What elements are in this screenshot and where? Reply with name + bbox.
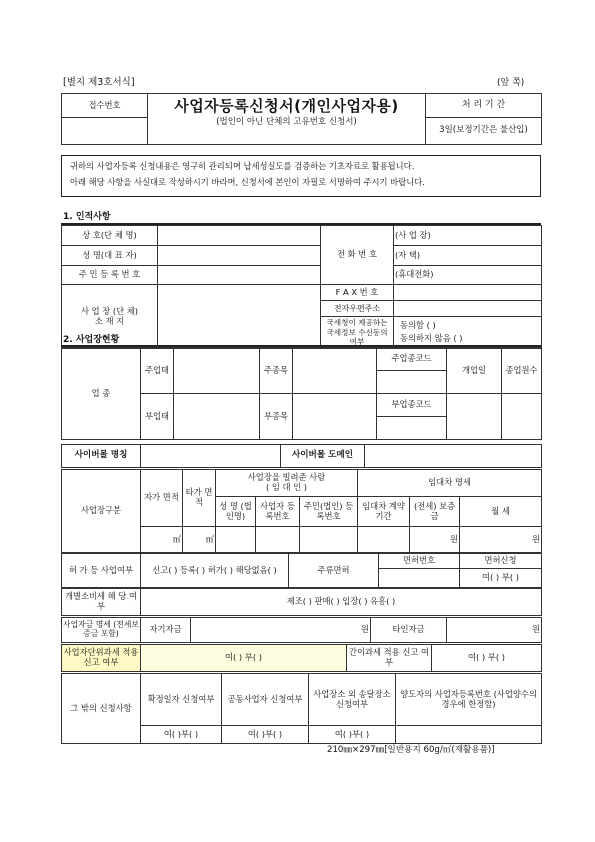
address-label: 사 업 장 (단 체) 소 재 지 xyxy=(62,285,158,349)
open-date-label: 개업일 xyxy=(447,348,502,394)
receipt-label: 접수번호 xyxy=(62,94,148,118)
phone-mobile[interactable]: (휴대전화) xyxy=(394,266,542,285)
cyber-mall-table xyxy=(61,444,542,468)
lessor-regno-field[interactable] xyxy=(300,527,358,553)
consent-options[interactable]: 동의함 ( ) 동의하지 않음 ( ) xyxy=(394,317,542,349)
permit-options[interactable]: 신고( ) 등록( ) 허가( ) 해당없음( ) xyxy=(141,554,289,588)
sub-item-label: 부종목 xyxy=(260,394,293,440)
lease-detail-label: 임대차 명세 xyxy=(358,470,542,497)
license-no-label: 면허번호 xyxy=(379,554,460,569)
sub-code-label: 부업종코드 xyxy=(377,394,447,417)
fixed-date-label: 확정일자 신청여부 xyxy=(141,674,222,726)
main-code-field[interactable] xyxy=(377,371,447,394)
simple-tax-options[interactable]: 여( ) 부( ) xyxy=(432,645,542,672)
lease-period-field[interactable] xyxy=(358,527,410,553)
own-fund-label: 자기자금 xyxy=(141,618,191,643)
processing-period-label: 처 리 기 간 xyxy=(426,94,542,118)
site-lease-table xyxy=(61,469,542,553)
liquor-label: 주류면허 xyxy=(289,554,379,588)
own-fund-field[interactable]: 원 xyxy=(191,618,371,643)
joint-business-options[interactable]: 여( )부( ) xyxy=(222,726,309,744)
other-requests-label: 그 밖의 신청사항 xyxy=(62,674,141,744)
joint-business-label: 공동사업자 신청여부 xyxy=(222,674,309,726)
deposit-field[interactable]: 원 xyxy=(410,527,460,553)
deposit-label: (전세) 보증금 xyxy=(410,497,460,527)
notice-line-2: 아래 해당 사항을 사실대로 작성하시기 바라며, 신청서에 본인이 자필로 서명하여 주시기 바랍니다. xyxy=(70,176,425,187)
form-title: 사업자등록신청서(개인사업자용) xyxy=(174,97,399,115)
notice-line-1: 귀하의 사업자등록 신청내용은 영구히 관리되며 납세성실도를 검증하는 기초자료로 활용됩니다. xyxy=(70,161,415,171)
form-number: [별지 제3호서식] xyxy=(63,77,135,88)
funds-table xyxy=(61,617,542,643)
trade-name-label: 상 호(단 체 명) xyxy=(62,226,158,246)
rep-name-label: 성 명(대 표 자) xyxy=(62,246,158,266)
cyber-domain-label: 사이버몰 도메인 xyxy=(281,445,365,468)
other-area-field[interactable]: ㎡ xyxy=(183,527,216,553)
section1-title: 1. 인적사항 xyxy=(63,212,111,222)
page-side: (앞 쪽) xyxy=(497,78,525,88)
form-subtitle: (법인이 아닌 단체의 고유번호 신청서) xyxy=(216,117,357,128)
monthly-rent-field[interactable]: 원 xyxy=(460,527,542,553)
cyber-domain-field[interactable] xyxy=(365,445,542,468)
business-type-label: 업 종 xyxy=(62,348,141,440)
lease-period-label: 임대차 계약기간 xyxy=(358,497,410,527)
fund-label: 사업자금 명세 (전세보증금 포함) xyxy=(62,618,141,643)
excise-label: 개별소비세 해 당 여 부 xyxy=(62,589,141,616)
sub-item-field[interactable] xyxy=(293,394,377,440)
delivery-place-label: 사업장소 외 송달장소 신청여부 xyxy=(309,674,396,726)
lessor-name-label: 성 명 (법인명) xyxy=(216,497,256,527)
email-field[interactable] xyxy=(394,301,542,317)
sub-type-field[interactable] xyxy=(174,394,260,440)
address-field[interactable] xyxy=(158,285,321,349)
receipt-number-field[interactable] xyxy=(62,118,148,145)
paper-spec-footer: 210㎜×297㎜[일반용지 60g/㎡(재활용품)] xyxy=(327,745,495,755)
phone-home[interactable]: (자 택) xyxy=(394,246,542,266)
unit-tax-options[interactable]: 여( ) 부( ) xyxy=(141,645,347,672)
site-class-label: 사업장구분 xyxy=(62,470,141,553)
excise-options[interactable]: 제조( ) 판매( ) 입장( ) 유흥( ) xyxy=(141,589,542,616)
consent-label: 국세청이 제공하는 국세정보 수신동의 여부 xyxy=(321,317,394,349)
permit-table xyxy=(61,553,542,588)
section2-title: 2. 사업장현황 xyxy=(63,335,120,345)
other-fund-label: 타인자금 xyxy=(371,618,447,643)
fax-label: F A X 번 호 xyxy=(321,285,394,301)
monthly-rent-label: 월 세 xyxy=(460,497,542,527)
email-label: 전자우편주소 xyxy=(321,301,394,317)
cyber-name-field[interactable] xyxy=(141,445,281,468)
main-type-field[interactable] xyxy=(174,348,260,394)
personal-info-table xyxy=(61,225,542,349)
header-table xyxy=(61,93,542,145)
other-area-label: 타가 면적 xyxy=(183,470,216,527)
main-item-field[interactable] xyxy=(293,348,377,394)
other-fund-field[interactable]: 원 xyxy=(447,618,542,643)
phone-business[interactable]: (사 업 장) xyxy=(394,226,542,246)
simple-tax-label: 간이과세 적용 신고 여부 xyxy=(347,645,432,672)
phone-label: 전 화 번 호 xyxy=(321,226,394,285)
main-code-label: 주업종코드 xyxy=(377,348,447,371)
lessor-name-field[interactable] xyxy=(216,527,256,553)
tax-options-table xyxy=(61,644,542,672)
own-area-label: 자가 면적 xyxy=(141,470,183,527)
processing-period-value: 3일(보정기간은 불산입) xyxy=(426,118,542,145)
delivery-place-options[interactable]: 여( )부( ) xyxy=(309,726,396,744)
open-date-field[interactable] xyxy=(447,394,502,440)
other-requests-table xyxy=(61,673,542,744)
permit-label: 허 가 등 사업여부 xyxy=(62,554,141,588)
trade-name-field[interactable] xyxy=(158,226,321,246)
employees-label: 종업원수 xyxy=(502,348,542,394)
sub-code-field[interactable] xyxy=(377,417,447,440)
lessor-regno-label: 주민(법인) 등록번호 xyxy=(300,497,358,527)
license-no-field[interactable] xyxy=(379,569,460,588)
fax-field[interactable] xyxy=(394,285,542,301)
license-apply-options[interactable]: 여( ) 부( ) xyxy=(460,569,542,588)
business-type-table xyxy=(61,347,542,440)
main-item-label: 주종목 xyxy=(260,348,293,394)
transferor-bizno-label: 양도자의 사업자등록번호 (사업양수의 경우에 한정함) xyxy=(396,674,542,726)
resident-no-label: 주 민 등 록 번 호 xyxy=(62,266,158,285)
transferor-bizno-field[interactable] xyxy=(396,726,542,744)
employees-field[interactable] xyxy=(502,394,542,440)
cyber-name-label: 사이버몰 명칭 xyxy=(62,445,141,468)
license-apply-label: 면허신청 xyxy=(460,554,542,569)
excise-table xyxy=(61,588,542,616)
lessor-bizno-field[interactable] xyxy=(256,527,300,553)
main-type-label: 주업태 xyxy=(141,348,174,394)
lessor-label: 사업장을 빌려준 사람 ( 임 대 인 ) xyxy=(216,470,358,497)
unit-tax-label: 사업자단위과세 적용 신고 여부 xyxy=(62,645,141,672)
rep-name-field[interactable] xyxy=(158,246,321,266)
notice-box xyxy=(61,155,541,197)
fixed-date-options[interactable]: 여( )부( ) xyxy=(141,726,222,744)
sub-type-label: 부업태 xyxy=(141,394,174,440)
resident-no-field[interactable] xyxy=(158,266,321,285)
own-area-field[interactable]: ㎡ xyxy=(141,527,183,553)
lessor-bizno-label: 사업자 등록번호 xyxy=(256,497,300,527)
